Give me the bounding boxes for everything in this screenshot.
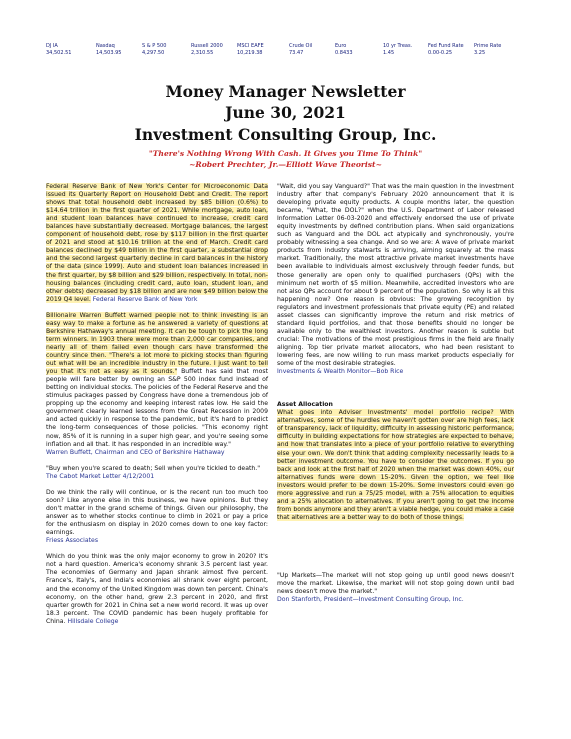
ticker-10yr-treasury: 10 yr Treas. 1.45 — [383, 43, 413, 56]
article-asset-allocation — [277, 409, 514, 522]
article-source: Federal Reserve Bank of New York — [92, 295, 198, 303]
article-highlight: What goes into Adviser Investments' model portfolio recipe? With alternatives, some of the hurdles we haven't gotten over are high fees, lack of transparency, lack of liquidity, difficulty in assessing historic performance, difficulty in building expectations for how strategies are expected to behave, and how that translates into a piece of your portfolio relative to everything else your own. We don't think that adding complexity necessarily leads to a better investment outcome. You have to consider the outcomes. If you go back and look at the first half of 2020 when the market was down 40%, our alternatives funds were down 15-20%. Given the option, we feel like investors would prefer to be down 15-20%. Some investors could even go more aggressive and run a 75/25 model, with a 75% allocation to equities and a 25% allocation to alternatives. If you aren't going to get the income from bonds anymore and they aren't a viable hedge, you could make a case that alternatives are a better way to do both of those things. — [277, 409, 514, 521]
spacer — [277, 530, 514, 572]
article-source: Investments & Wealth Monitor—Bob Rice — [277, 368, 404, 376]
article-cabot-quote — [46, 465, 268, 481]
ticker-djia: DJ IA 34,502.51 — [46, 43, 72, 56]
ticker-fed-fund-rate: Fed Fund Rate 0.00-0.25 — [428, 43, 464, 56]
article-up-markets-quote — [277, 572, 514, 604]
newsletter-date: June 30, 2021 — [225, 103, 346, 122]
article-highlight: Billionaire Warren Buffett warned people not to think investing is an easy way to make a fortune as he answered a variety of questions at Berkshire Hathaway's annual meeting. It can be tough to pick the long term winners. In 1903 there were more than 2,000 car companies, and nearly all of them failed even though cars have transformed the country since then. "There's a lot more to picking stocks than figuring out what will be an incredible industry in the future. I just want to tell you that it's not as easy as it sounds." — [46, 311, 268, 376]
ticker-nasdaq: Nasdaq 14,503.95 — [96, 43, 122, 56]
article-source: Hillsdale College — [67, 617, 119, 625]
article-private-equity — [277, 183, 514, 376]
newsletter-title: Money Manager Newsletter — [165, 82, 406, 101]
article-text: "Wait, did you say Vanguard?" That was the main question in the investment industry after that company's February 2020 announcement that it is developing private equity products. A couple months later, the question became, "What, the DOL?" when the U.S. Department of Labor released Information Letter 06-03-2020 and effectively endorsed the use of private equity investments by defined contribution plans. When said organizations such as Vanguard and the DOL act atypically and synchronously, you're probably witnessing a sea change. And so we are: A wave of private market products from industry stalwarts is arriving, aiming squarely at the mass market. Traditionally, the most attractive private market investments have been available to individuals almost exclusively through feeder funds, but those generally are open only to qualified purchasers (QPs) with the minimum net worth of $5 million. Meanwhile, accredited investors who are not also QPs account for about 9 percent of the population. So why is all this happening now? One reason is obvious: The growing recognition by regulators and investment professionals that private equity (PE) and related asset classes can significantly improve the return and risk metrics of standard liquid portfolios, and that those benefits should no longer be available only to the wealthiest investors. Another reason is subtle but crucial: The motivations of the most prestigious firms in the field are finally aligning. Top tier private market allocators, who had been resistant to lowering fees, are now willing to run mass market products especially for some of the most desirable strategies. — [277, 183, 514, 368]
article-text: "Buy when you're scared to death; Sell when you're tickled to death." — [46, 464, 261, 472]
ticker-russell: Russell 2000 2,310.55 — [191, 43, 223, 56]
article-china-economy — [46, 553, 268, 625]
article-source: The Cabot Market Letter 4/12/2001 — [46, 472, 155, 480]
company-name: Investment Consulting Group, Inc. — [134, 125, 437, 144]
article-source: Warren Buffett, Chairman and CEO of Berkshire Hathaway — [46, 448, 225, 456]
article-buffett — [46, 312, 268, 457]
article-text: Buffett has said that most people will fare better by owning an S&P 500 index fund instead of betting on individual stocks. The policies of the Federal Reserve and the stimulus packages passed by Congress have done a tremendous job of propping up the economy and keeping interest rates low. He said the government clearly learned lessons from the Great Recession in 2009 and acted quickly in response to the pandemic, but it's hard to predict the long-term consequences of those policies. "This economy right now, 85% of it is running in a super high gear, and you're seeing some inflation and all that. It has responded in an incredible way." — [46, 368, 268, 448]
ticker-prime-rate: Prime Rate 3.25 — [474, 43, 502, 56]
section-heading-asset-allocation: Asset Allocation — [277, 401, 333, 409]
article-household-debt — [46, 183, 268, 304]
ticker-sp500: S & P 500 4,297.50 — [142, 43, 167, 56]
article-source: Friess Associates — [46, 537, 99, 545]
header-quote-line: "There's Nothing Wrong With Cash. It Gives you Time To Think" — [148, 149, 423, 158]
right-column — [277, 183, 514, 612]
article-text: Federal Reserve Bank of New York's Center for Microeconomic Data issued its Quarterly Report on Household Debt and Credit. The report shows that total household debt increased by $85 billion (0.6%) to $14.64 trillion in the first quarter of 2021. While mortgage, auto loan, and student loan balances have continued to increase, credit card balances have substantially decreased. Mortgage balances, the largest component of household debt, rose by $117 billion in the first quarter of 2021 and stood at $10.16 trillion at the end of March. Credit card balances declined by $49 billion in the first quarter, a substantial drop and the second largest quarterly decline in card balances in the history of the data (since 1999). Auto and student loan balances increased in the first quarter, by $8 billion and $29 billion, respectively. In total, non-housing balances (including credit card, auto loan, student loan, and other debts) decreased by $18 billion and are now $49 billion below the 2019 Q4 level. — [46, 183, 268, 303]
article-text: Which do you think was the only major economy to grow in 2020? It's not a hard question. America's economy shrank 3.5 percent last year. The economies of Germany and Japan shrank almost five percent. France's, Italy's, and India's economies all shrank over eight percent, and the economy of the United Kingdom was down ten percent. China's economy, on the other hand, grew 2.3 percent in 2020, and first quarter growth for 2021 in China set a new world record. It was up over 18.3 percent. The COVID pandemic has been hugely profitable for China. — [46, 553, 268, 625]
ticker-crude-oil: Crude Oil 73.47 — [289, 43, 313, 56]
article-text: "Up Markets—The market will not stop going up until good news doesn't move the market. Likewise, the market will not stop going down until bad news doesn't move the market." — [277, 572, 514, 596]
spacer — [277, 384, 514, 401]
article-source: Don Stanforth, President—Investment Consulting Group, Inc. — [277, 596, 464, 604]
header-quote-attribution: ~Robert Prechter, Jr.—Elliott Wave Theorist~ — [189, 160, 382, 169]
ticker-msci-eafe: MSCI EAFE 10,219.38 — [237, 43, 264, 56]
ticker-euro: Euro 0.8433 — [335, 43, 353, 56]
market-ticker — [46, 43, 541, 65]
article-rally — [46, 489, 268, 545]
header-quote — [0, 148, 571, 170]
article-text: Do we think the rally will continue, or is the recent run too much too soon? Like anyone else in this business, we have opinions. But they don't matter in the grand scheme of things. Given our philosophy, the answer as to whether stocks continue to climb in 2021 or pay a price for the enthusiasm on display in 2020 comes down to one key factor: earnings. — [46, 488, 268, 537]
left-column — [46, 183, 268, 634]
